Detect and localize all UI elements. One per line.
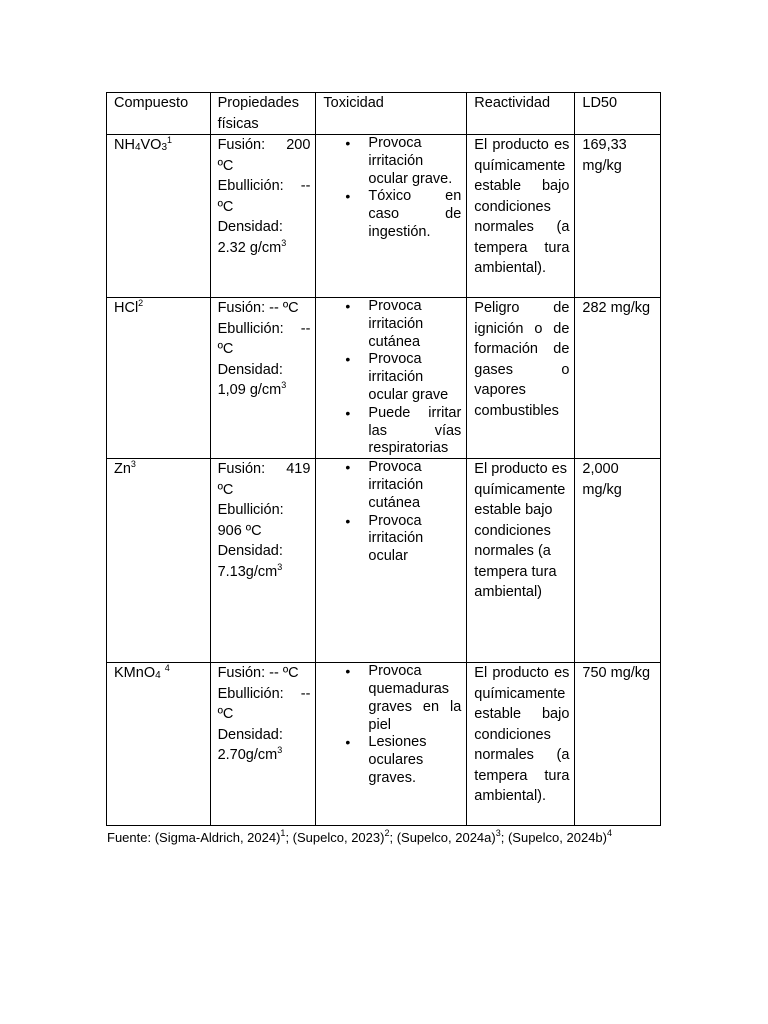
physical-properties-cell <box>210 135 316 298</box>
densidad-label: Densidad: <box>217 726 283 743</box>
source-footnote: Fuente: (Sigma-Aldrich, 2024)$^1$; (Supelco, 2023)$^2$; (Supelco, 2024a)$^3$; (Supelco, 2024b)$^4$ <box>107 828 612 845</box>
header-cell-ld50: LD50 <box>575 93 661 135</box>
physical-properties-cell <box>210 663 316 826</box>
compound-formula: Zn$^3$ <box>114 459 136 478</box>
densidad-value: 1,09 $g/cm^3$ <box>217 380 287 398</box>
reference-marker: 1 <box>167 135 173 145</box>
densidad-label: Densidad: <box>217 361 283 378</box>
toxicity-item: • Provoca quemaduras graves en la piel <box>323 663 461 734</box>
ebullicion-text: Ebullición: -- ºC <box>217 685 311 723</box>
header-cell-reactividad: Reactividad <box>467 93 575 135</box>
ld50-cell: 169,33 mg/kg <box>575 135 661 298</box>
densidad-value: 2.32 $g/cm^3$ <box>217 237 287 256</box>
header-cell-compuesto: Compuesto <box>107 93 211 135</box>
ebullicion-text: Ebullición: -- ºC <box>217 178 311 215</box>
header-cell-toxicidad: Toxicidad <box>316 93 467 135</box>
header-cell-propiedades: Propiedades físicas <box>210 93 316 135</box>
toxicity-item: • Puede irritar las vías respiratorias <box>323 405 461 458</box>
toxicity-item: • Provoca irritación ocular grave. <box>323 135 461 188</box>
densidad-label: Densidad: <box>217 219 283 235</box>
toxicity-cell <box>316 298 467 459</box>
ebullicion-text: Ebullición: 906 ºC <box>217 502 284 539</box>
ebullicion-text: Ebullición: -- ºC <box>217 320 311 357</box>
fusion-text: Fusión: -- ºC <box>217 665 299 682</box>
reactivity-cell: El producto es químicamente estable bajo condiciones normales (a tempera tura ambiental) <box>467 459 575 663</box>
table-row <box>107 135 661 298</box>
table-row <box>107 663 661 826</box>
toxicity-cell <box>316 459 467 663</box>
reference-marker: 4 <box>164 663 170 674</box>
compound-cell <box>107 459 211 663</box>
ld50-cell: 282 mg/kg <box>575 298 661 459</box>
reference-marker: 2 <box>138 298 144 308</box>
compound-formula: $NH_4VO_3^1$ <box>114 135 173 153</box>
physical-properties-cell <box>210 298 316 459</box>
reactivity-cell: Peligro de ignición o de formación de gases o vapores combustibles <box>467 298 575 459</box>
toxicity-list <box>323 298 461 458</box>
toxicity-item: • Tóxico en caso de ingestión. <box>323 188 461 241</box>
compound-cell <box>107 135 211 298</box>
reference-marker: 3 <box>130 459 136 470</box>
compound-formula: HCl$^2$ <box>114 298 144 316</box>
densidad-value: $2.70g/cm^3$ <box>217 745 283 764</box>
source-citation: (Supelco, 2023)$^2$; <box>292 828 397 845</box>
table-row <box>107 298 661 459</box>
toxicity-cell <box>316 663 467 826</box>
densidad-label: Densidad: <box>217 543 283 560</box>
toxicity-list <box>323 459 461 566</box>
ld50-cell: 750 mg/kg <box>575 663 661 826</box>
toxicity-item: • Provoca irritación ocular <box>323 513 461 566</box>
fusion-text: Fusión: 200 ºC <box>217 137 311 174</box>
source-citation: (Supelco, 2024b)$^4$ <box>507 828 612 845</box>
fusion-text: Fusión: -- ºC <box>217 300 299 316</box>
toxicity-item: • Provoca irritación cutánea <box>323 298 461 351</box>
toxicity-item: • Lesiones oculares graves. <box>323 734 461 787</box>
reactivity-cell: El producto es químicamente estable bajo condiciones normales (a tempera tura ambiental). <box>467 663 575 826</box>
compound-cell <box>107 663 211 826</box>
fusion-text: Fusión: 419 ºC <box>217 461 311 498</box>
source-citation: (Supelco, 2024a)$^3$; <box>396 828 508 845</box>
reactivity-cell: El producto es químicamente estable bajo condiciones normales (a tempera tura ambiental). <box>467 135 575 298</box>
toxicity-cell <box>316 135 467 298</box>
source-citation: (Sigma-Aldrich, 2024)$^1$; <box>154 828 293 845</box>
toxicity-item: • Provoca irritación cutánea <box>323 459 461 512</box>
compounds-table <box>106 92 661 826</box>
compound-formula: KMnO$_4$ $^4$ <box>114 663 170 682</box>
toxicity-list <box>323 135 461 242</box>
toxicity-list <box>323 663 461 788</box>
toxicity-item: • Provoca irritación ocular grave <box>323 351 461 404</box>
compound-cell <box>107 298 211 459</box>
table-row <box>107 459 661 663</box>
table-header-row <box>107 93 661 135</box>
densidad-value: $7.13g/cm^3$ <box>217 561 283 580</box>
ld50-cell: 2,000 mg/kg <box>575 459 661 663</box>
physical-properties-cell <box>210 459 316 663</box>
